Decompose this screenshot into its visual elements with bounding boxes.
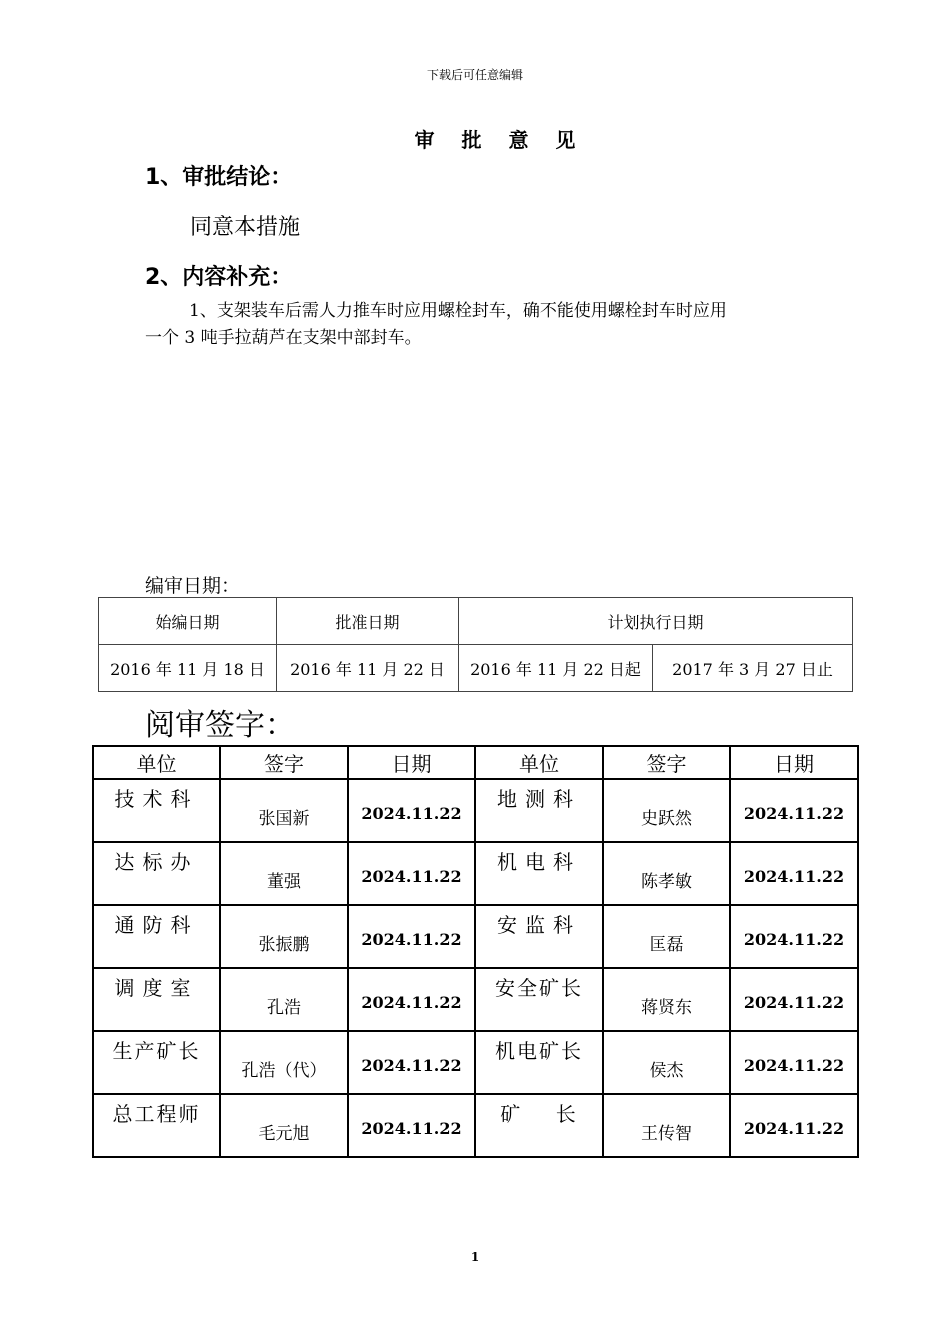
date-cell: 2024.11.22	[730, 1031, 858, 1094]
unit-cell: 生产矿长	[93, 1031, 220, 1094]
date-cell: 2024.11.22	[348, 1031, 475, 1094]
header-execution-date: 计划执行日期	[459, 598, 853, 645]
unit-cell: 机电科	[475, 842, 603, 905]
dates-label: 编审日期：	[145, 575, 241, 597]
section2-heading: 2、内容补充：	[145, 265, 293, 290]
unit-cell: 达标办	[93, 842, 220, 905]
header-start-date: 始编日期	[99, 598, 277, 645]
table-row	[93, 1094, 858, 1157]
signature-cell: 侯杰	[603, 1031, 730, 1094]
approval-conclusion: 同意本措施	[190, 215, 301, 240]
signature-cell: 董强	[220, 842, 348, 905]
date-cell: 2024.11.22	[730, 1094, 858, 1157]
signature-cell: 孔浩（代）	[220, 1031, 348, 1094]
start-date-value: 2016 年 11 月 18 日	[99, 645, 277, 692]
signature-cell: 蒋贤东	[603, 968, 730, 1031]
unit-cell: 调度室	[93, 968, 220, 1031]
date-cell: 2024.11.22	[730, 779, 858, 842]
col-header-signature: 签字	[220, 746, 348, 779]
signature-cell: 史跃然	[603, 779, 730, 842]
table-row	[93, 968, 858, 1031]
unit-cell: 安监科	[475, 905, 603, 968]
unit-cell: 技术科	[93, 779, 220, 842]
signature-table	[92, 745, 859, 1158]
execution-end-value: 2017 年 3 月 27 日止	[653, 645, 853, 692]
signature-cell: 匡磊	[603, 905, 730, 968]
date-cell: 2024.11.22	[730, 905, 858, 968]
date-cell: 2024.11.22	[348, 1094, 475, 1157]
header-approval-date: 批准日期	[277, 598, 459, 645]
date-cell: 2024.11.22	[730, 968, 858, 1031]
unit-cell: 通防科	[93, 905, 220, 968]
signature-cell: 毛元旭	[220, 1094, 348, 1157]
signature-cell: 王传智	[603, 1094, 730, 1157]
signature-title: 阅审签字：	[145, 708, 295, 743]
date-cell: 2024.11.22	[348, 779, 475, 842]
unit-cell: 安全矿长	[475, 968, 603, 1031]
unit-cell: 矿 长	[475, 1094, 603, 1157]
dates-table	[98, 597, 853, 692]
date-cell: 2024.11.22	[730, 842, 858, 905]
section1-heading: 1、审批结论：	[145, 165, 293, 190]
signature-cell: 孔浩	[220, 968, 348, 1031]
paragraph-line-2: 一个 3 吨手拉葫芦在支架中部封车。	[145, 328, 422, 348]
col-header-unit: 单位	[475, 746, 603, 779]
col-header-date: 日期	[348, 746, 475, 779]
table-row	[93, 779, 858, 842]
supplement-paragraph	[145, 298, 805, 352]
table-row	[93, 1031, 858, 1094]
col-header-date: 日期	[730, 746, 858, 779]
signature-cell: 张国新	[220, 779, 348, 842]
col-header-unit: 单位	[93, 746, 220, 779]
approval-date-value: 2016 年 11 月 22 日	[277, 645, 459, 692]
page-title: 审 批 意 见	[414, 128, 586, 152]
unit-cell: 机电矿长	[475, 1031, 603, 1094]
page-number: 1	[470, 1250, 480, 1264]
table-row	[93, 905, 858, 968]
signature-cell: 张振鹏	[220, 905, 348, 968]
col-header-signature: 签字	[603, 746, 730, 779]
unit-cell: 总工程师	[93, 1094, 220, 1157]
date-cell: 2024.11.22	[348, 968, 475, 1031]
date-cell: 2024.11.22	[348, 842, 475, 905]
signature-cell: 陈孝敏	[603, 842, 730, 905]
unit-cell: 地测科	[475, 779, 603, 842]
execution-start-value: 2016 年 11 月 22 日起	[459, 645, 653, 692]
paragraph-line-1: 1、支架装车后需人力推车时应用螺栓封车，确不能使用螺栓封车时应用	[189, 301, 727, 321]
header-note: 下载后可任意编辑	[426, 68, 523, 82]
date-cell: 2024.11.22	[348, 905, 475, 968]
table-row	[93, 842, 858, 905]
